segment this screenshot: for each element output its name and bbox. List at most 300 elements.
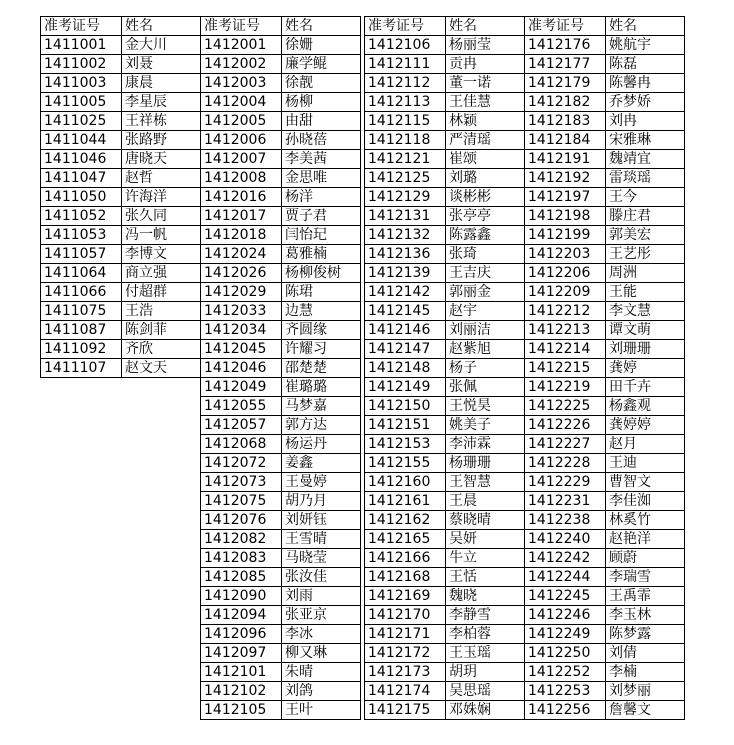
student-name-cell: 李星辰 — [122, 93, 201, 112]
exam-id-cell: 1412173 — [365, 663, 446, 682]
table-row — [201, 169, 361, 188]
student-name-cell: 顾蔚 — [606, 549, 685, 568]
exam-id-cell: 1411064 — [41, 264, 122, 283]
table-row — [525, 340, 685, 359]
exam-id-cell: 1412139 — [365, 264, 446, 283]
table-row — [201, 663, 361, 682]
student-name-cell: 赵哲 — [122, 169, 201, 188]
table-row — [41, 207, 201, 226]
table-row — [525, 245, 685, 264]
exam-id-cell: 1412125 — [365, 169, 446, 188]
student-name-cell: 田千卉 — [606, 378, 685, 397]
table-row — [41, 283, 201, 302]
student-name-cell: 林颖 — [446, 112, 525, 131]
table-row — [525, 131, 685, 150]
exam-id-cell: 1412151 — [365, 416, 446, 435]
exam-id-cell: 1411046 — [41, 150, 122, 169]
table-row — [365, 150, 525, 169]
table-row — [201, 682, 361, 701]
table-row — [365, 568, 525, 587]
exam-id-cell: 1412253 — [525, 682, 606, 701]
student-name-cell: 胡乃月 — [282, 492, 361, 511]
student-name-cell: 张琦 — [446, 245, 525, 264]
table-row — [201, 150, 361, 169]
exam-id-cell: 1411092 — [41, 340, 122, 359]
table-row — [525, 112, 685, 131]
student-name-cell: 龚婷 — [606, 359, 685, 378]
exam-id-cell: 1412153 — [365, 435, 446, 454]
table-row — [201, 245, 361, 264]
exam-id-cell: 1412057 — [201, 416, 282, 435]
table-row — [41, 169, 201, 188]
table-row — [365, 473, 525, 492]
student-name-cell: 杨柳俊树 — [282, 264, 361, 283]
student-name-cell: 唐晓天 — [122, 150, 201, 169]
table-row — [365, 359, 525, 378]
exam-id-cell: 1411003 — [41, 74, 122, 93]
table-row — [365, 397, 525, 416]
table-row — [201, 606, 361, 625]
student-name-cell: 杨丽莹 — [446, 36, 525, 55]
student-name-cell: 张汝佳 — [282, 568, 361, 587]
exam-id-cell: 1412131 — [365, 207, 446, 226]
exam-id-cell: 1412169 — [365, 587, 446, 606]
student-name-cell: 王吉庆 — [446, 264, 525, 283]
header-row — [365, 17, 525, 36]
table-row — [201, 207, 361, 226]
header-name-cell: 姓名 — [446, 17, 525, 36]
table-row — [365, 454, 525, 473]
table-row — [365, 549, 525, 568]
exam-id-cell: 1412161 — [365, 492, 446, 511]
exam-id-cell: 1411002 — [41, 55, 122, 74]
table-row — [365, 435, 525, 454]
exam-id-cell: 1412004 — [201, 93, 282, 112]
exam-id-cell: 1412096 — [201, 625, 282, 644]
header-row — [201, 17, 361, 36]
exam-id-cell: 1412162 — [365, 511, 446, 530]
table-row — [41, 74, 201, 93]
table-row — [201, 188, 361, 207]
student-name-cell: 康晨 — [122, 74, 201, 93]
student-name-cell: 谈彬彬 — [446, 188, 525, 207]
exam-id-cell: 1412113 — [365, 93, 446, 112]
student-name-cell: 邓姝娴 — [446, 701, 525, 720]
exam-id-cell: 1412183 — [525, 112, 606, 131]
exam-id-cell: 1412160 — [365, 473, 446, 492]
student-name-cell: 刘雨 — [282, 587, 361, 606]
student-name-cell: 徐靓 — [282, 74, 361, 93]
student-name-cell: 雷琰瑶 — [606, 169, 685, 188]
table-row — [365, 283, 525, 302]
student-name-cell: 杨柳 — [282, 93, 361, 112]
student-name-cell: 冯一帆 — [122, 226, 201, 245]
student-name-cell: 刘聂 — [122, 55, 201, 74]
student-name-cell: 乔梦娇 — [606, 93, 685, 112]
student-name-cell: 许海洋 — [122, 188, 201, 207]
exam-id-cell: 1412146 — [365, 321, 446, 340]
student-name-cell: 蔡晓晴 — [446, 511, 525, 530]
table-row — [41, 245, 201, 264]
table-row — [201, 264, 361, 283]
table-row — [525, 36, 685, 55]
exam-id-cell: 1412002 — [201, 55, 282, 74]
table-row — [525, 93, 685, 112]
student-name-cell: 李沛霖 — [446, 435, 525, 454]
exam-id-cell: 1412212 — [525, 302, 606, 321]
exam-id-cell: 1412219 — [525, 378, 606, 397]
student-name-cell: 边慧 — [282, 302, 361, 321]
exam-id-cell: 1412172 — [365, 644, 446, 663]
student-name-cell: 郭美宏 — [606, 226, 685, 245]
table-row — [525, 169, 685, 188]
student-name-cell: 龚婷婷 — [606, 416, 685, 435]
student-name-cell: 陈梦露 — [606, 625, 685, 644]
student-name-cell: 邵楚楚 — [282, 359, 361, 378]
table-row — [365, 74, 525, 93]
roster-table-column-1 — [40, 16, 201, 378]
table-row — [365, 112, 525, 131]
table-row — [201, 283, 361, 302]
student-name-cell: 刘妍钰 — [282, 511, 361, 530]
student-name-cell: 李美茜 — [282, 150, 361, 169]
table-row — [525, 682, 685, 701]
exam-id-cell: 1412026 — [201, 264, 282, 283]
student-name-cell: 刘珊珊 — [606, 340, 685, 359]
header-row — [525, 17, 685, 36]
table-row — [201, 568, 361, 587]
exam-id-cell: 1411057 — [41, 245, 122, 264]
header-name-cell: 姓名 — [122, 17, 201, 36]
exam-id-cell: 1412007 — [201, 150, 282, 169]
student-name-cell: 牛立 — [446, 549, 525, 568]
table-row — [365, 245, 525, 264]
exam-id-cell: 1411066 — [41, 283, 122, 302]
table-row — [41, 131, 201, 150]
student-name-cell: 李静雪 — [446, 606, 525, 625]
student-name-cell: 王叶 — [282, 701, 361, 720]
student-name-cell: 姜鑫 — [282, 454, 361, 473]
exam-id-cell: 1412228 — [525, 454, 606, 473]
table-row — [525, 55, 685, 74]
exam-id-cell: 1411047 — [41, 169, 122, 188]
student-name-cell: 李楠 — [606, 663, 685, 682]
header-row — [41, 17, 201, 36]
exam-id-cell: 1411053 — [41, 226, 122, 245]
exam-id-cell: 1412213 — [525, 321, 606, 340]
student-name-cell: 李冰 — [282, 625, 361, 644]
exam-id-cell: 1412029 — [201, 283, 282, 302]
table-row — [201, 587, 361, 606]
table-row — [201, 74, 361, 93]
student-name-cell: 贾子君 — [282, 207, 361, 226]
exam-id-cell: 1412174 — [365, 682, 446, 701]
table-row — [201, 359, 361, 378]
student-name-cell: 廉学鲲 — [282, 55, 361, 74]
table-row — [201, 36, 361, 55]
student-name-cell: 王今 — [606, 188, 685, 207]
exam-id-cell: 1412072 — [201, 454, 282, 473]
student-name-cell: 周洲 — [606, 264, 685, 283]
student-name-cell: 柳又琳 — [282, 644, 361, 663]
table-row — [41, 321, 201, 340]
exam-id-cell: 1411075 — [41, 302, 122, 321]
student-name-cell: 刘倩 — [606, 644, 685, 663]
student-name-cell: 郭方达 — [282, 416, 361, 435]
table-row — [201, 530, 361, 549]
student-name-cell: 王浩 — [122, 302, 201, 321]
student-name-cell: 姚航宇 — [606, 36, 685, 55]
student-name-cell: 胡玥 — [446, 663, 525, 682]
table-row — [201, 473, 361, 492]
exam-id-cell: 1412155 — [365, 454, 446, 473]
student-name-cell: 马梦嘉 — [282, 397, 361, 416]
exam-id-cell: 1412203 — [525, 245, 606, 264]
exam-id-cell: 1412033 — [201, 302, 282, 321]
table-row — [41, 112, 201, 131]
student-name-cell: 王艺彤 — [606, 245, 685, 264]
table-row — [525, 74, 685, 93]
exam-id-cell: 1412111 — [365, 55, 446, 74]
exam-id-cell: 1412017 — [201, 207, 282, 226]
table-row — [41, 188, 201, 207]
exam-id-cell: 1412018 — [201, 226, 282, 245]
student-name-cell: 魏晓 — [446, 587, 525, 606]
exam-id-cell: 1412129 — [365, 188, 446, 207]
table-row — [525, 530, 685, 549]
table-row — [201, 416, 361, 435]
student-name-cell: 李瑞雪 — [606, 568, 685, 587]
table-row — [41, 226, 201, 245]
exam-id-cell: 1412024 — [201, 245, 282, 264]
student-name-cell: 闫怡玘 — [282, 226, 361, 245]
student-name-cell: 朱晴 — [282, 663, 361, 682]
student-name-cell: 许耀习 — [282, 340, 361, 359]
exam-id-cell: 1412106 — [365, 36, 446, 55]
table-row — [41, 36, 201, 55]
student-name-cell: 詹馨文 — [606, 701, 685, 720]
table-row — [365, 378, 525, 397]
exam-id-cell: 1412252 — [525, 663, 606, 682]
student-name-cell: 葛雅楠 — [282, 245, 361, 264]
header-name-cell: 姓名 — [606, 17, 685, 36]
student-name-cell: 李玉林 — [606, 606, 685, 625]
exam-id-cell: 1412045 — [201, 340, 282, 359]
student-name-cell: 孙晓蓓 — [282, 131, 361, 150]
exam-id-cell: 1412049 — [201, 378, 282, 397]
table-row — [525, 207, 685, 226]
student-name-cell: 滕庄君 — [606, 207, 685, 226]
exam-id-cell: 1412242 — [525, 549, 606, 568]
exam-id-cell: 1412105 — [201, 701, 282, 720]
student-name-cell: 王晨 — [446, 492, 525, 511]
student-name-cell: 赵艳洋 — [606, 530, 685, 549]
exam-id-cell: 1411107 — [41, 359, 122, 378]
table-row — [201, 644, 361, 663]
student-name-cell: 曹智文 — [606, 473, 685, 492]
exam-id-cell: 1412209 — [525, 283, 606, 302]
student-name-cell: 杨子 — [446, 359, 525, 378]
table-row — [201, 625, 361, 644]
exam-id-cell: 1412170 — [365, 606, 446, 625]
exam-id-cell: 1412001 — [201, 36, 282, 55]
table-row — [365, 169, 525, 188]
table-row — [525, 511, 685, 530]
student-name-cell: 张亚京 — [282, 606, 361, 625]
exam-id-cell: 1412083 — [201, 549, 282, 568]
table-row — [365, 492, 525, 511]
table-row — [525, 283, 685, 302]
exam-id-cell: 1412094 — [201, 606, 282, 625]
student-name-cell: 董一诺 — [446, 74, 525, 93]
student-name-cell: 张久同 — [122, 207, 201, 226]
table-row — [525, 606, 685, 625]
table-row — [365, 226, 525, 245]
table-row — [365, 644, 525, 663]
student-name-cell: 商立强 — [122, 264, 201, 283]
exam-id-cell: 1411001 — [41, 36, 122, 55]
table-row — [201, 511, 361, 530]
table-row — [201, 435, 361, 454]
student-name-cell: 张佩 — [446, 378, 525, 397]
table-row — [365, 55, 525, 74]
table-row — [525, 435, 685, 454]
exam-id-cell: 1411087 — [41, 321, 122, 340]
exam-id-cell: 1412231 — [525, 492, 606, 511]
exam-id-cell: 1412165 — [365, 530, 446, 549]
header-id-cell: 准考证号 — [365, 17, 446, 36]
student-name-cell: 徐姗 — [282, 36, 361, 55]
exam-id-cell: 1412245 — [525, 587, 606, 606]
student-name-cell: 齐圆缘 — [282, 321, 361, 340]
exam-id-cell: 1412006 — [201, 131, 282, 150]
exam-id-cell: 1412229 — [525, 473, 606, 492]
exam-id-cell: 1412115 — [365, 112, 446, 131]
exam-id-cell: 1411052 — [41, 207, 122, 226]
table-row — [201, 226, 361, 245]
student-name-cell: 付超群 — [122, 283, 201, 302]
table-row — [41, 93, 201, 112]
exam-id-cell: 1412206 — [525, 264, 606, 283]
student-name-cell: 李博文 — [122, 245, 201, 264]
exam-id-cell: 1412075 — [201, 492, 282, 511]
table-row — [525, 397, 685, 416]
table-row — [201, 378, 361, 397]
student-name-cell: 齐欣 — [122, 340, 201, 359]
student-name-cell: 赵月 — [606, 435, 685, 454]
table-row — [201, 701, 361, 720]
exam-id-cell: 1412225 — [525, 397, 606, 416]
exam-id-cell: 1412227 — [525, 435, 606, 454]
table-row — [525, 701, 685, 720]
table-row — [365, 682, 525, 701]
table-row — [365, 340, 525, 359]
exam-id-cell: 1412168 — [365, 568, 446, 587]
table-row — [525, 625, 685, 644]
student-name-cell: 马晓莹 — [282, 549, 361, 568]
exam-id-cell: 1411025 — [41, 112, 122, 131]
exam-id-cell: 1412136 — [365, 245, 446, 264]
exam-id-cell: 1411044 — [41, 131, 122, 150]
table-row — [41, 302, 201, 321]
student-name-cell: 陈磊 — [606, 55, 685, 74]
student-name-cell: 张亭亭 — [446, 207, 525, 226]
table-row — [201, 131, 361, 150]
exam-id-cell: 1412238 — [525, 511, 606, 530]
exam-id-cell: 1412166 — [365, 549, 446, 568]
header-name-cell: 姓名 — [282, 17, 361, 36]
student-name-cell: 王智慧 — [446, 473, 525, 492]
table-row — [525, 473, 685, 492]
table-row — [365, 701, 525, 720]
table-row — [365, 511, 525, 530]
student-name-cell: 崔璐璐 — [282, 378, 361, 397]
student-name-cell: 陈剑菲 — [122, 321, 201, 340]
table-row — [41, 359, 201, 378]
exam-id-cell: 1412145 — [365, 302, 446, 321]
exam-id-cell: 1412214 — [525, 340, 606, 359]
exam-id-cell: 1412073 — [201, 473, 282, 492]
table-row — [525, 302, 685, 321]
student-name-cell: 崔颂 — [446, 150, 525, 169]
table-row — [365, 530, 525, 549]
table-row — [525, 454, 685, 473]
exam-id-cell: 1412082 — [201, 530, 282, 549]
exam-id-cell: 1412249 — [525, 625, 606, 644]
table-row — [201, 302, 361, 321]
exam-id-cell: 1412256 — [525, 701, 606, 720]
exam-id-cell: 1412171 — [365, 625, 446, 644]
exam-id-cell: 1411005 — [41, 93, 122, 112]
exam-id-cell: 1412102 — [201, 682, 282, 701]
student-name-cell: 王禹霏 — [606, 587, 685, 606]
student-name-cell: 杨珊珊 — [446, 454, 525, 473]
exam-id-cell: 1412182 — [525, 93, 606, 112]
exam-id-cell: 1412101 — [201, 663, 282, 682]
roster-table-column-3 — [364, 16, 525, 720]
student-name-cell: 吴思瑶 — [446, 682, 525, 701]
exam-id-cell: 1412197 — [525, 188, 606, 207]
table-row — [525, 492, 685, 511]
exam-id-cell: 1412090 — [201, 587, 282, 606]
table-row — [201, 93, 361, 112]
table-row — [525, 644, 685, 663]
table-row — [525, 378, 685, 397]
table-row — [365, 36, 525, 55]
table-row — [365, 625, 525, 644]
student-name-cell: 刘梦丽 — [606, 682, 685, 701]
student-name-cell: 姚美子 — [446, 416, 525, 435]
student-name-cell: 王恬 — [446, 568, 525, 587]
student-name-cell: 林奚竹 — [606, 511, 685, 530]
table-row — [365, 663, 525, 682]
table-row — [525, 321, 685, 340]
student-name-cell: 魏靖宜 — [606, 150, 685, 169]
exam-id-cell: 1412003 — [201, 74, 282, 93]
table-row — [41, 150, 201, 169]
table-row — [201, 321, 361, 340]
exam-id-cell: 1412215 — [525, 359, 606, 378]
student-name-cell: 宋雅琳 — [606, 131, 685, 150]
student-name-cell: 王能 — [606, 283, 685, 302]
student-name-cell: 王佳慧 — [446, 93, 525, 112]
student-name-cell: 李柏蓉 — [446, 625, 525, 644]
table-row — [365, 321, 525, 340]
student-name-cell: 刘冉 — [606, 112, 685, 131]
student-name-cell: 赵文天 — [122, 359, 201, 378]
student-name-cell: 金大川 — [122, 36, 201, 55]
exam-id-cell: 1412191 — [525, 150, 606, 169]
